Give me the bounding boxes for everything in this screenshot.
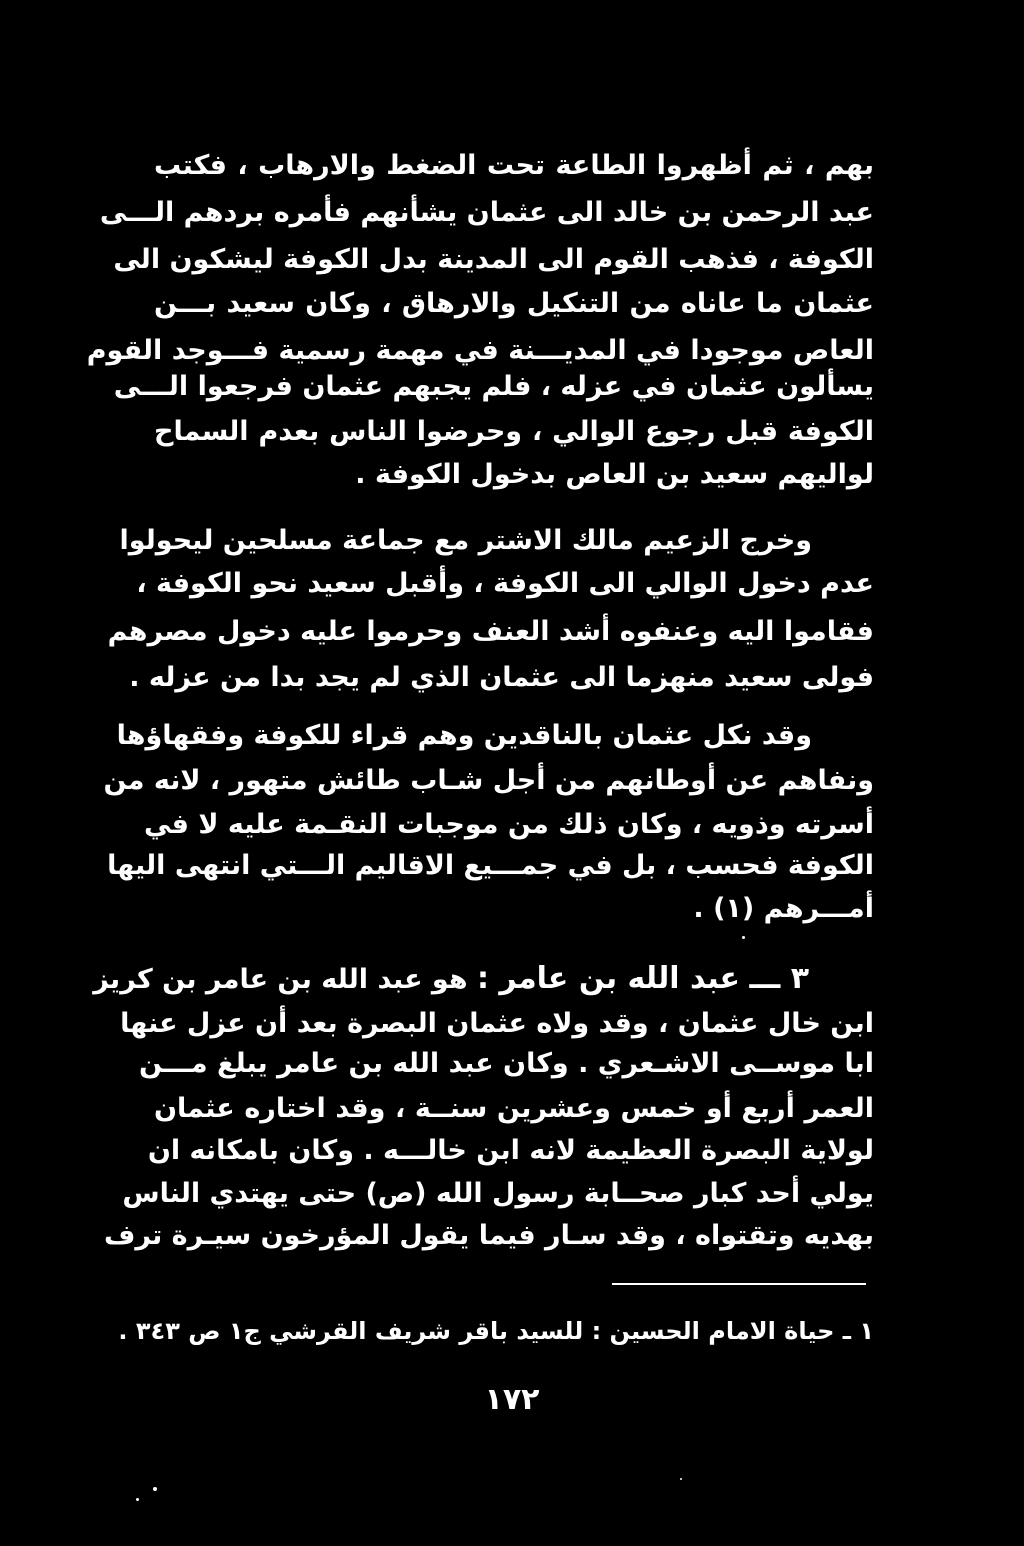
text-line: ابا موســى الاشـعري . وكان عبد الله بن عامر يبلغ مـــن [138,1048,874,1079]
text-line: فقاموا اليه وعنفوه أشد العنف وحرموا عليه دخول مصرهم [107,616,874,647]
footnote: ١ ـ حياة الامام الحسين : للسيد باقر شريف القرشي ج١ ص ٣٤٣ . [118,1317,874,1345]
text-line: يولي أحد كبار صحــابة رسول الله (ص) حتى يهتدي الناس [122,1178,874,1209]
section-number: ٣ ـــ [749,961,809,996]
text-line: فولى سعيد منهزما الى عثمان الذي لم يجد بدا من عزله . [129,662,874,693]
text-line: لولاية البصرة العظيمة لانه ابن خالـــه . وكان بامكانه ان [147,1135,874,1166]
text-line: وقد نكل عثمان بالناقدين وهم قراء للكوفة وفقهاؤها [116,720,812,751]
scan-speck [153,1487,157,1491]
page-number: ١٧٢ [484,1382,540,1417]
text-line: ابن خال عثمان ، وقد ولاه عثمان البصرة بعد أن عزل عنها [120,1008,874,1039]
text-line: ونفاهم عن أوطانهم من أجل شـاب طائش متهور ، لانه من [103,765,874,796]
text-line: يسألون عثمان في عزله ، فلم يجبهم عثمان فرجعوا الـــى [113,371,874,402]
section-heading: عبد الله بن عامر : [476,961,741,996]
text-line: الكوفة ، فذهب القوم الى المدينة بدل الكوفة ليشكون الى [113,244,874,275]
text-line: وخرج الزعيم مالك الاشتر مع جماعة مسلحين ليحولوا [119,525,812,556]
text-line: عبد الرحمن بن خالد الى عثمان يشأنهم فأمره بردهم الـــى [99,197,874,228]
text-line: الكوفة فحسب ، بل في جمـــيع الاقاليم الـــتي انتهى اليها [107,850,874,881]
text-line: أسرته وذويه ، وكان ذلك من موجبات النقـمة عليه لا في [143,809,874,840]
text-line: عثمان ما عاناه من التنكيل والارهاق ، وكان سعيد بـــن [154,288,874,319]
text-line: العاص موجودا في المديـــنة في مهمة رسمية فـــوجد القوم [86,335,874,366]
text-line: العمر أربع أو خمس وعشرين سنــة ، وقد اختاره عثمان [154,1093,874,1124]
text-line: لواليهم سعيد بن العاص بدخول الكوفة . [355,459,874,490]
scan-speck [136,1498,139,1501]
scan-speck [742,936,745,939]
section-heading-line [93,958,809,1000]
text-line: بهديه وتقتواه ، وقد سـار فيما يقول المؤرخون سيـرة ترف [103,1220,874,1251]
text-line: أمـــرهم (١) . [693,893,874,924]
footnote-separator [612,1283,866,1285]
text-line: عدم دخول الوالي الى الكوفة ، وأقبل سعيد نحو الكوفة ، [136,568,874,599]
section-heading-text: هو عبد الله بن عامر بن كريز [93,964,468,995]
text-line: بهم ، ثم أظهروا الطاعة تحت الضغط والارهاب ، فكتب [154,150,874,181]
text-line: الكوفة قبل رجوع الوالي ، وحرضوا الناس بعدم السماح [154,416,874,447]
scan-speck [680,1478,682,1480]
